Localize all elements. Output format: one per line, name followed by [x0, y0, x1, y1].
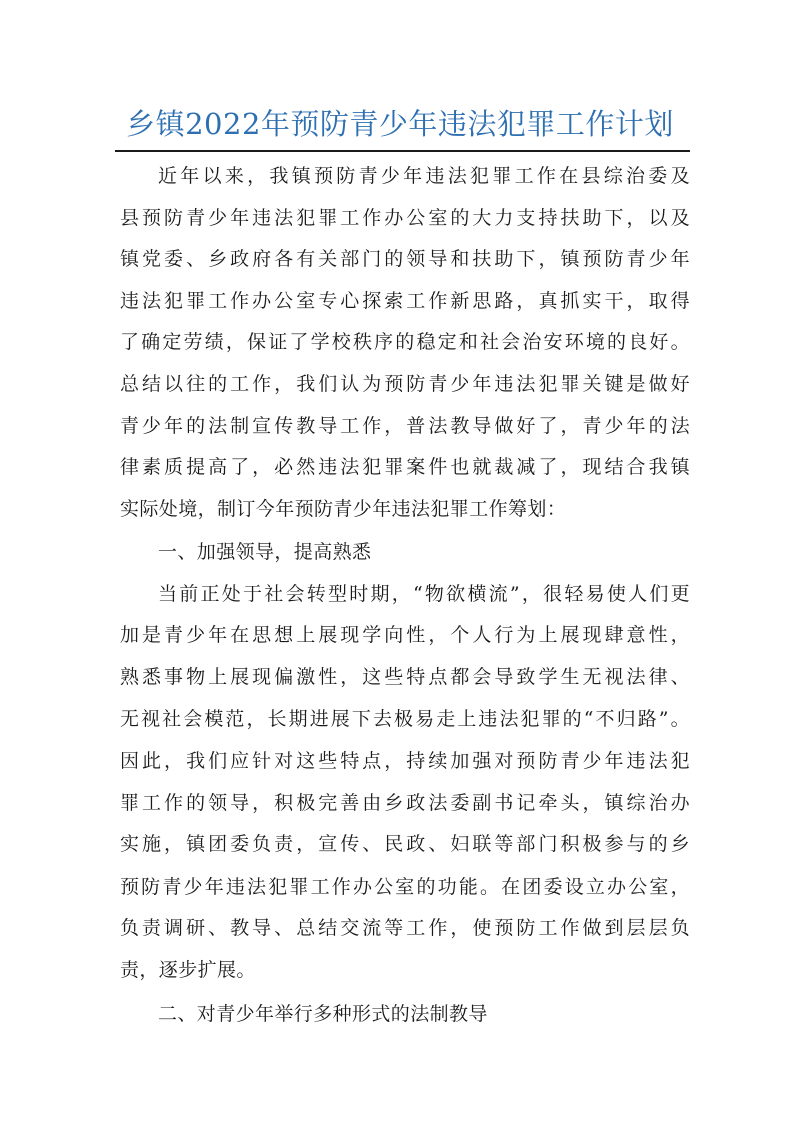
paragraph-line: 青少年的法制宣传教导工作，普法教导做好了，青少年的法 — [120, 415, 690, 437]
paragraph-line: 违法犯罪工作办公室专心探索工作新思路，真抓实干，取得 — [120, 290, 690, 312]
paragraph-line: 县预防青少年违法犯罪工作办公室的大力支持扶助下，以及 — [120, 207, 690, 229]
paragraph-line: 律素质提高了，必然违法犯罪案件也就裁减了，现结合我镇 — [120, 456, 690, 478]
paragraph-line: 因此，我们应针对这些特点，持续加强对预防青少年违法犯 — [120, 750, 690, 772]
section-heading: 一、加强领导，提高熟悉 — [158, 541, 372, 563]
paragraph-line: 熟悉事物上展现偏激性，这些特点都会导致学生无视法律、 — [120, 666, 690, 688]
paragraph-line: 当前正处于社会转型时期，“物欲横流”，很轻易使人们更 — [158, 583, 690, 605]
paragraph-line: 总结以往的工作，我们认为预防青少年违法犯罪关键是做好 — [120, 373, 690, 395]
paragraph-line: 加是青少年在思想上展现学向性，个人行为上展现肆意性， — [120, 624, 690, 646]
paragraph-line: 无视社会模范，长期进展下去极易走上违法犯罪的“不归路”。 — [120, 708, 690, 730]
paragraph-line: 罪工作的领导，积极完善由乡政法委副书记牵头，镇综治办 — [120, 792, 690, 814]
paragraph-line: 责，逐步扩展。 — [120, 959, 256, 981]
paragraph-line: 镇党委、乡政府各有关部门的领导和扶助下，镇预防青少年 — [120, 248, 690, 270]
section-heading: 二、对青少年举行多种形式的法制教导 — [158, 1003, 488, 1025]
paragraph-line: 了确定劳绩，保证了学校秩序的稳定和社会治安环境的良好。 — [120, 331, 690, 353]
paragraph-line: 负责调研、教导、总结交流等工作，使预防工作做到层层负 — [120, 917, 690, 939]
paragraph-line: 实施，镇团委负责，宣传、民政、妇联等部门积极参与的乡 — [120, 833, 690, 855]
title-underline — [115, 150, 690, 152]
paragraph-line: 近年以来，我镇预防青少年违法犯罪工作在县综治委及 — [158, 165, 690, 187]
paragraph-line: 预防青少年违法犯罪工作办公室的功能。在团委设立办公室， — [120, 876, 690, 898]
paragraph-line: 实际处境，制订今年预防青少年违法犯罪工作筹划： — [120, 498, 567, 520]
document-title: 乡镇2022年预防青少年违法犯罪工作计划 — [126, 107, 674, 141]
